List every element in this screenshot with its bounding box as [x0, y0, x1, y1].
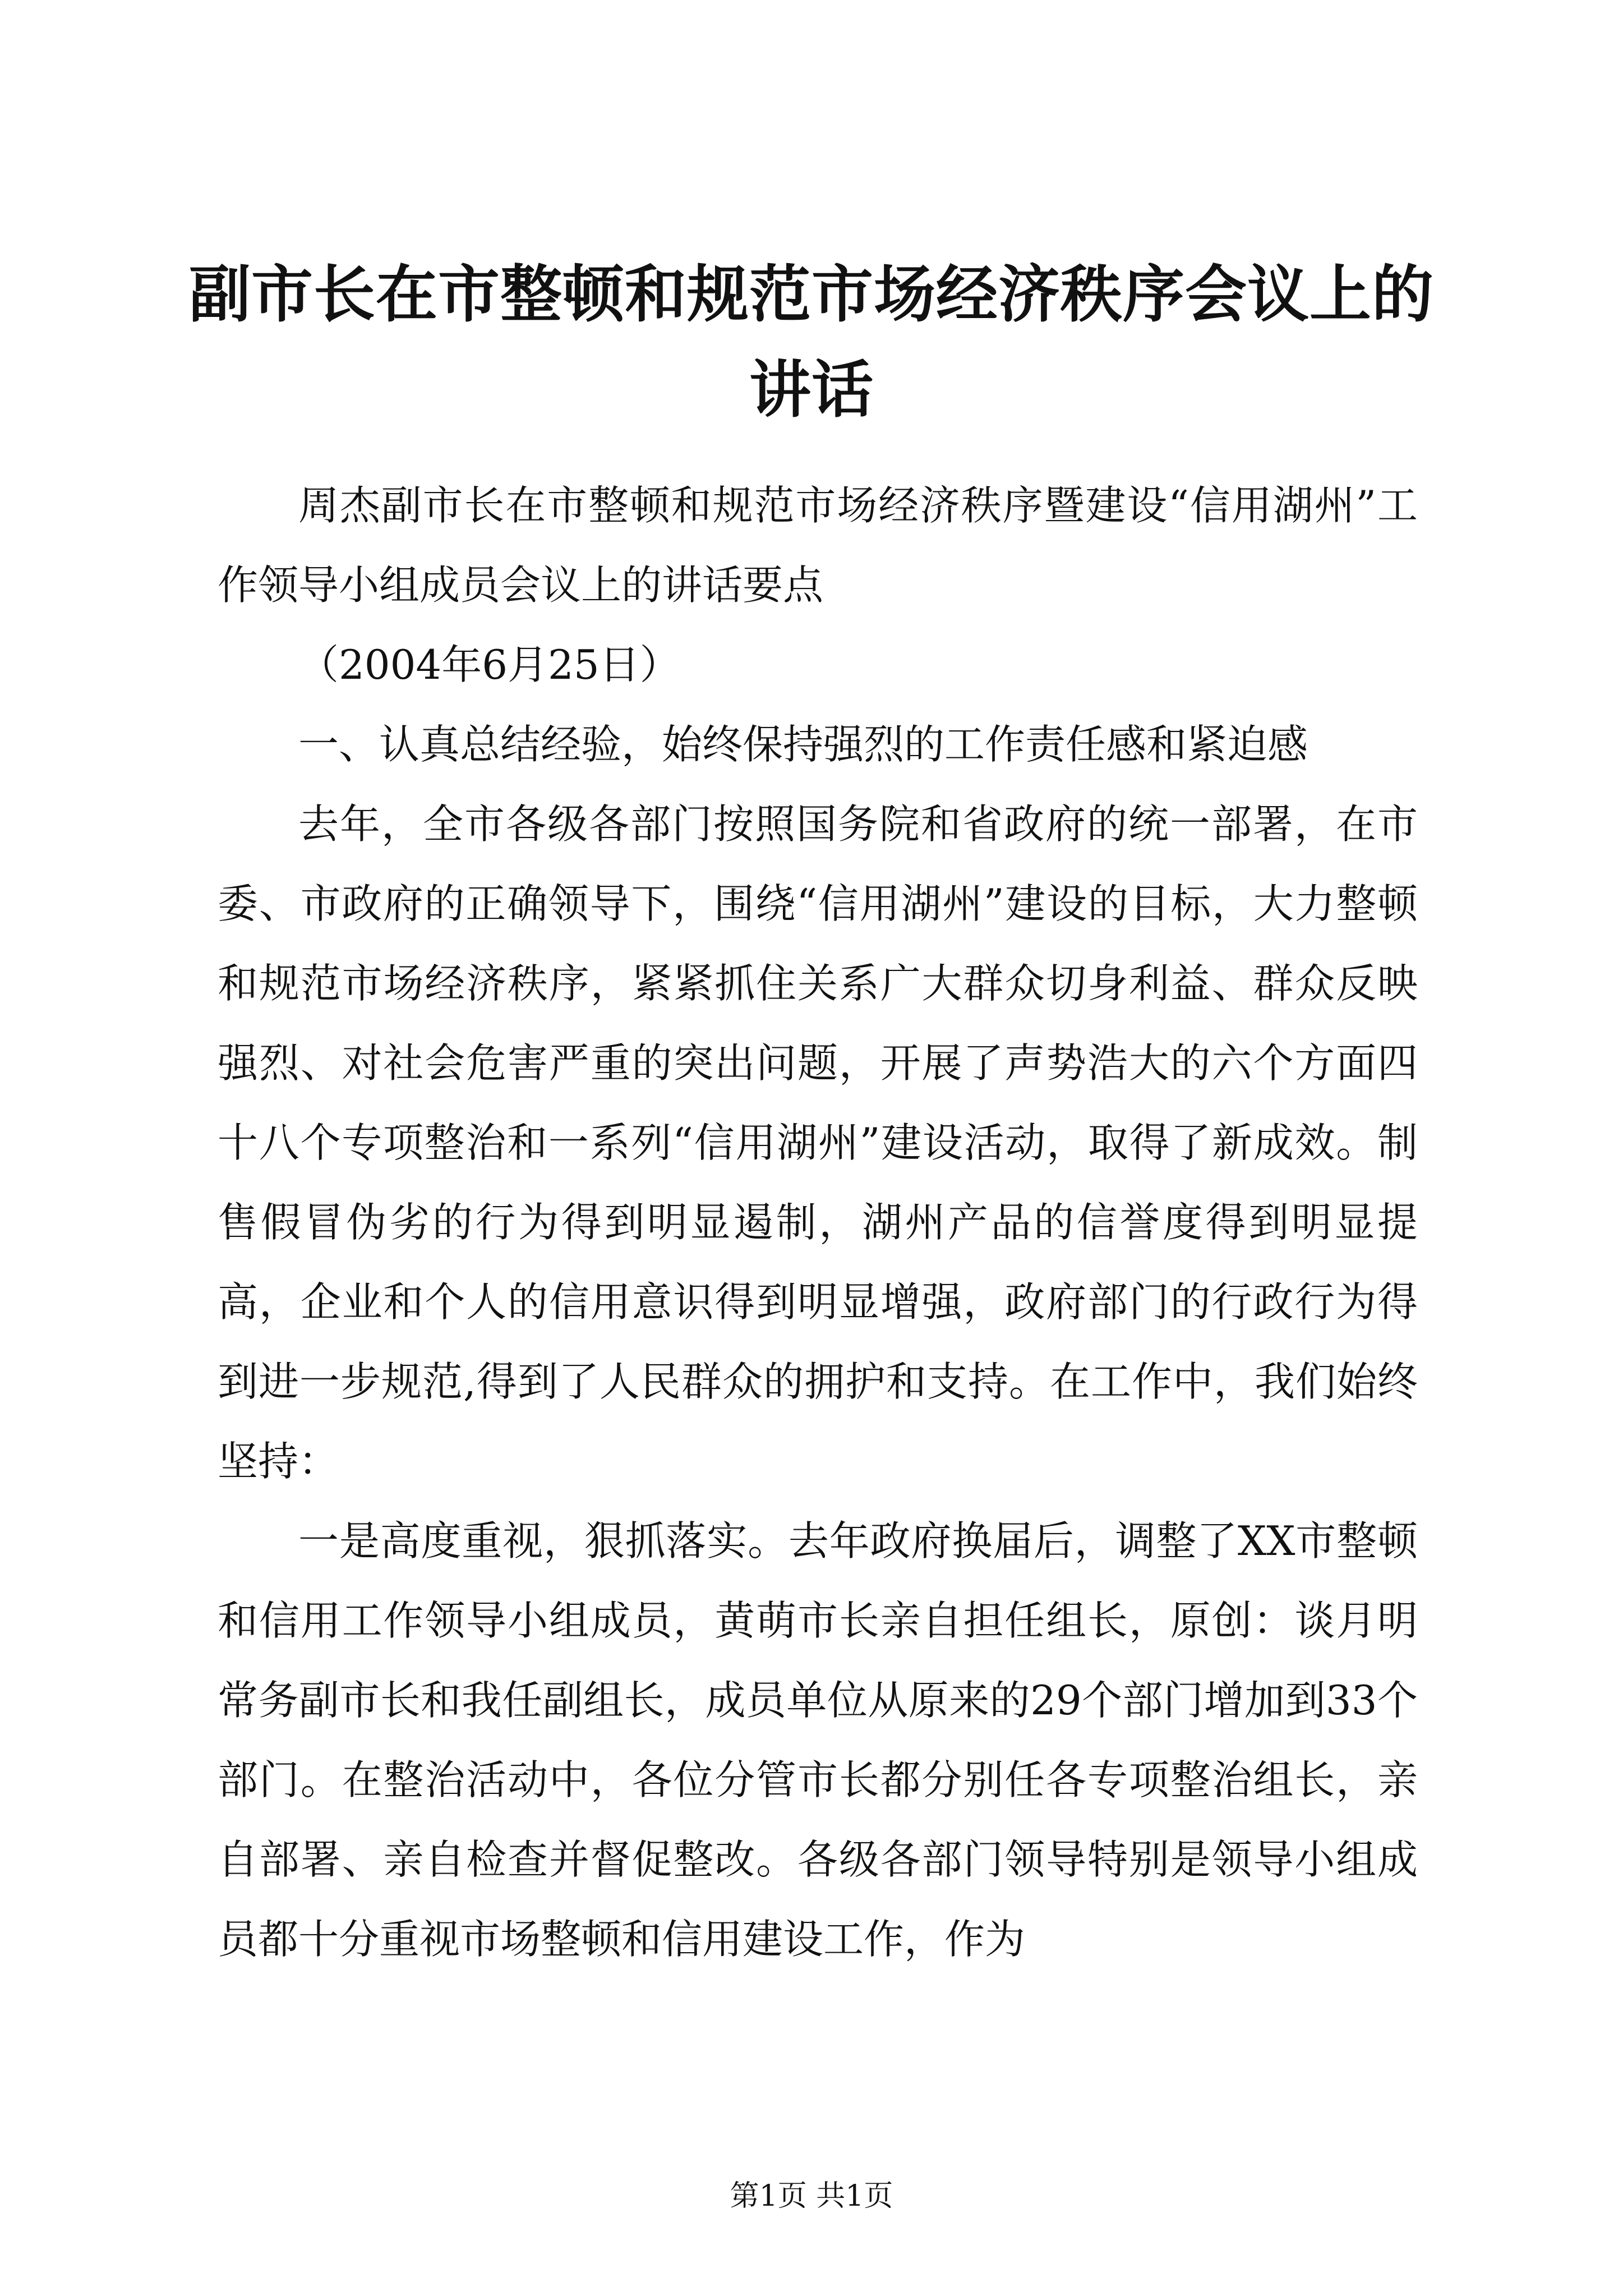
body-paragraph: 一是高度重视，狠抓落实。去年政府换届后，调整了XX市整顿和信用工作领导小组成员，黄萌市长亲自担任组长，原创：谈月明常务副市长和我任副组长，成员单位从原来的29个部门增加到33个部门。在整治活动中，各位分管市长都分别任各专项整治组长，亲自部署、亲自检查并督促整改。各级各部门领导特别是领导小组成员都十分重视市场整顿和信用建设工作，作为 — [218, 1517, 1418, 1963]
document-body — [218, 466, 1418, 1979]
body-paragraph: 去年，全市各级各部门按照国务院和省政府的统一部署，在市委、市政府的正确领导下，围绕“信用湖州”建设的目标，大力整顿和规范市场经济秩序，紧紧抓住关系广大群众切身利益、群众反映强烈、对社会危害严重的突出问题，开展了声势浩大的六个方面四十八个专项整治和一系列“信用湖州”建设活动，取得了新成效。制售假冒伪劣的行为得到明显遏制，湖州产品的信誉度得到明显提高，企业和个人的信用意识得到明显增强，政府部门的行政行为得到进一步规范,得到了人民群众的拥护和支持。在工作中，我们始终坚持： — [218, 800, 1418, 1485]
date-paragraph: （2004年6月25日） — [298, 641, 680, 688]
subtitle-paragraph: 周杰副市长在市整顿和规范市场经济秩序暨建设“信用湖州”工作领导小组成员会议上的讲话要点 — [218, 482, 1418, 609]
page-footer: 第1页 共1页 — [730, 2179, 893, 2213]
document-title: 副市长在市整顿和规范市场经济秩序会议上的讲话 — [189, 258, 1434, 426]
section-heading: 一、认真总结经验，始终保持强烈的工作责任感和紧迫感 — [298, 721, 1308, 768]
